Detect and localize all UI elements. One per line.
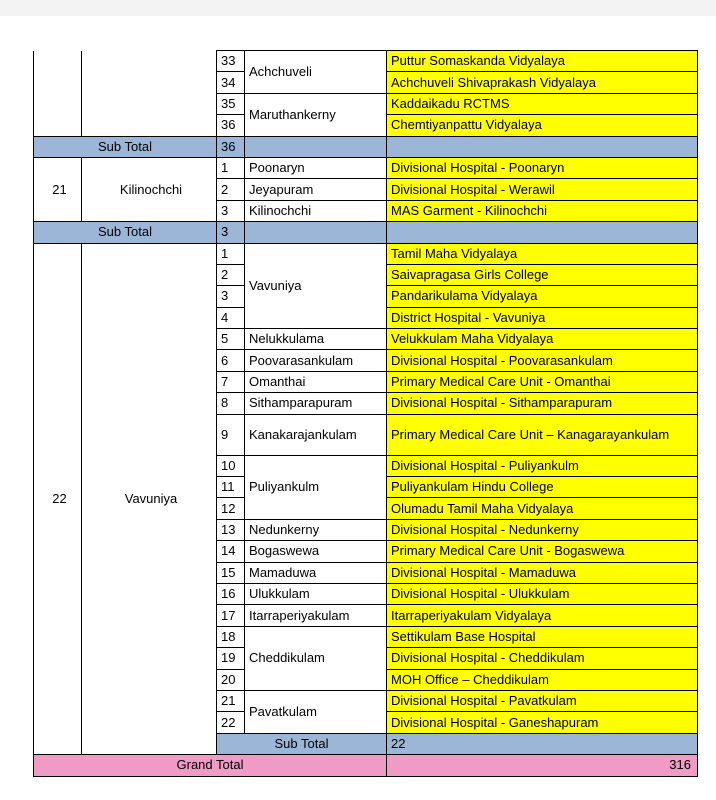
location-name: Poovarasankulam (245, 350, 387, 371)
row-number: 7 (217, 371, 245, 392)
row-number: 33 (217, 51, 245, 72)
table-row (34, 157, 698, 178)
venue-name: MOH Office – Cheddikulam (387, 669, 698, 690)
row-number: 19 (217, 648, 245, 669)
row-number: 1 (217, 243, 245, 264)
district-id-cell (34, 51, 82, 137)
location-name: Omanthai (245, 371, 387, 392)
row-number: 5 (217, 329, 245, 350)
row-number: 35 (217, 93, 245, 114)
location-name: Mamaduwa (245, 562, 387, 583)
venue-name: Divisional Hospital - Poovarasankulam (387, 350, 698, 371)
venue-name: Divisional Hospital - Ulukkulam (387, 583, 698, 604)
venue-name: Saivapragasa Girls College (387, 264, 698, 285)
venue-name: Primary Medical Care Unit - Omanthai (387, 371, 698, 392)
district-name: Vavuniya (82, 243, 217, 755)
row-number: 10 (217, 455, 245, 476)
top-bar (0, 0, 716, 16)
venue-name: Divisional Hospital - Sithamparapuram (387, 393, 698, 414)
row-number: 21 (217, 690, 245, 711)
venue-name: Settikulam Base Hospital (387, 626, 698, 647)
location-name: Ulukkulam (245, 583, 387, 604)
table-row (34, 243, 698, 264)
venue-name: Primary Medical Care Unit - Bogaswewa (387, 541, 698, 562)
location-name: Itarraperiyakulam (245, 605, 387, 626)
grand-total-value: 316 (387, 755, 698, 776)
district-name: Kilinochchi (82, 157, 217, 221)
venue-name: MAS Garment - Kilinochchi (387, 200, 698, 221)
subtotal-empty (387, 222, 698, 243)
row-number: 2 (217, 179, 245, 200)
subtotal-row (34, 136, 698, 157)
location-name: Poonaryn (245, 157, 387, 178)
grand-total-row (34, 755, 698, 776)
venue-name: Divisional Hospital - Poonaryn (387, 157, 698, 178)
venue-name: Puttur Somaskanda Vidyalaya (387, 51, 698, 72)
venue-name: Tamil Maha Vidyalaya (387, 243, 698, 264)
venue-name: District Hospital - Vavuniya (387, 307, 698, 328)
venue-name: Divisional Hospital - Werawil (387, 179, 698, 200)
distribution-table (33, 50, 698, 777)
row-number: 16 (217, 583, 245, 604)
row-number: 20 (217, 669, 245, 690)
row-number: 15 (217, 562, 245, 583)
table-row (34, 51, 698, 72)
row-number: 1 (217, 157, 245, 178)
location-name: Pavatkulam (245, 690, 387, 733)
row-number: 17 (217, 605, 245, 626)
venue-name: Kaddaikadu RCTMS (387, 93, 698, 114)
subtotal-row (34, 222, 698, 243)
row-number: 3 (217, 286, 245, 307)
row-number: 34 (217, 72, 245, 93)
row-number: 8 (217, 393, 245, 414)
row-number: 9 (217, 414, 245, 455)
subtotal-label: Sub Total (217, 733, 387, 754)
row-number: 6 (217, 350, 245, 371)
subtotal-label: Sub Total (34, 136, 217, 157)
venue-name: Velukkulam Maha Vidyalaya (387, 329, 698, 350)
row-number: 18 (217, 626, 245, 647)
venue-name: Divisional Hospital - Pavatkulam (387, 690, 698, 711)
row-number: 3 (217, 200, 245, 221)
row-number: 14 (217, 541, 245, 562)
venue-name: Primary Medical Care Unit – Kanagarayankulam (387, 414, 698, 455)
subtotal-empty (245, 136, 387, 157)
location-name: Maruthankerny (245, 93, 387, 136)
row-number: 4 (217, 307, 245, 328)
venue-name: Olumadu Tamil Maha Vidyalaya (387, 498, 698, 519)
row-number: 2 (217, 264, 245, 285)
subtotal-empty (387, 136, 698, 157)
location-name: Vavuniya (245, 243, 387, 329)
location-name: Cheddikulam (245, 626, 387, 690)
location-name: Puliyankulm (245, 455, 387, 519)
venue-name: Divisional Hospital - Nedunkerny (387, 519, 698, 540)
venue-name: Divisional Hospital - Ganeshapuram (387, 712, 698, 733)
location-name: Kilinochchi (245, 200, 387, 221)
location-name: Achchuveli (245, 51, 387, 94)
row-number: 12 (217, 498, 245, 519)
location-name: Nelukkulama (245, 329, 387, 350)
location-name: Nedunkerny (245, 519, 387, 540)
location-name: Bogaswewa (245, 541, 387, 562)
subtotal-value: 36 (217, 136, 245, 157)
district-id: 22 (34, 243, 82, 755)
venue-name: Divisional Hospital - Puliyankulm (387, 455, 698, 476)
grand-total-label: Grand Total (34, 755, 387, 776)
venue-name: Divisional Hospital - Cheddikulam (387, 648, 698, 669)
venue-name: Itarraperiyakulam Vidyalaya (387, 605, 698, 626)
district-id: 21 (34, 157, 82, 221)
venue-name: Chemtiyanpattu Vidyalaya (387, 115, 698, 136)
location-name: Jeyapuram (245, 179, 387, 200)
venue-name: Puliyankulam Hindu College (387, 477, 698, 498)
row-number: 11 (217, 477, 245, 498)
row-number: 36 (217, 115, 245, 136)
district-name-cell (82, 51, 217, 137)
location-name: Sithamparapuram (245, 393, 387, 414)
subtotal-value: 3 (217, 222, 245, 243)
location-name: Kanakarajankulam (245, 414, 387, 455)
row-number: 22 (217, 712, 245, 733)
subtotal-label: Sub Total (34, 222, 217, 243)
venue-name: Divisional Hospital - Mamaduwa (387, 562, 698, 583)
row-number: 13 (217, 519, 245, 540)
subtotal-empty (245, 222, 387, 243)
venue-name: Pandarikulama Vidyalaya (387, 286, 698, 307)
venue-name: Achchuveli Shivaprakash Vidyalaya (387, 72, 698, 93)
subtotal-value: 22 (387, 733, 698, 754)
